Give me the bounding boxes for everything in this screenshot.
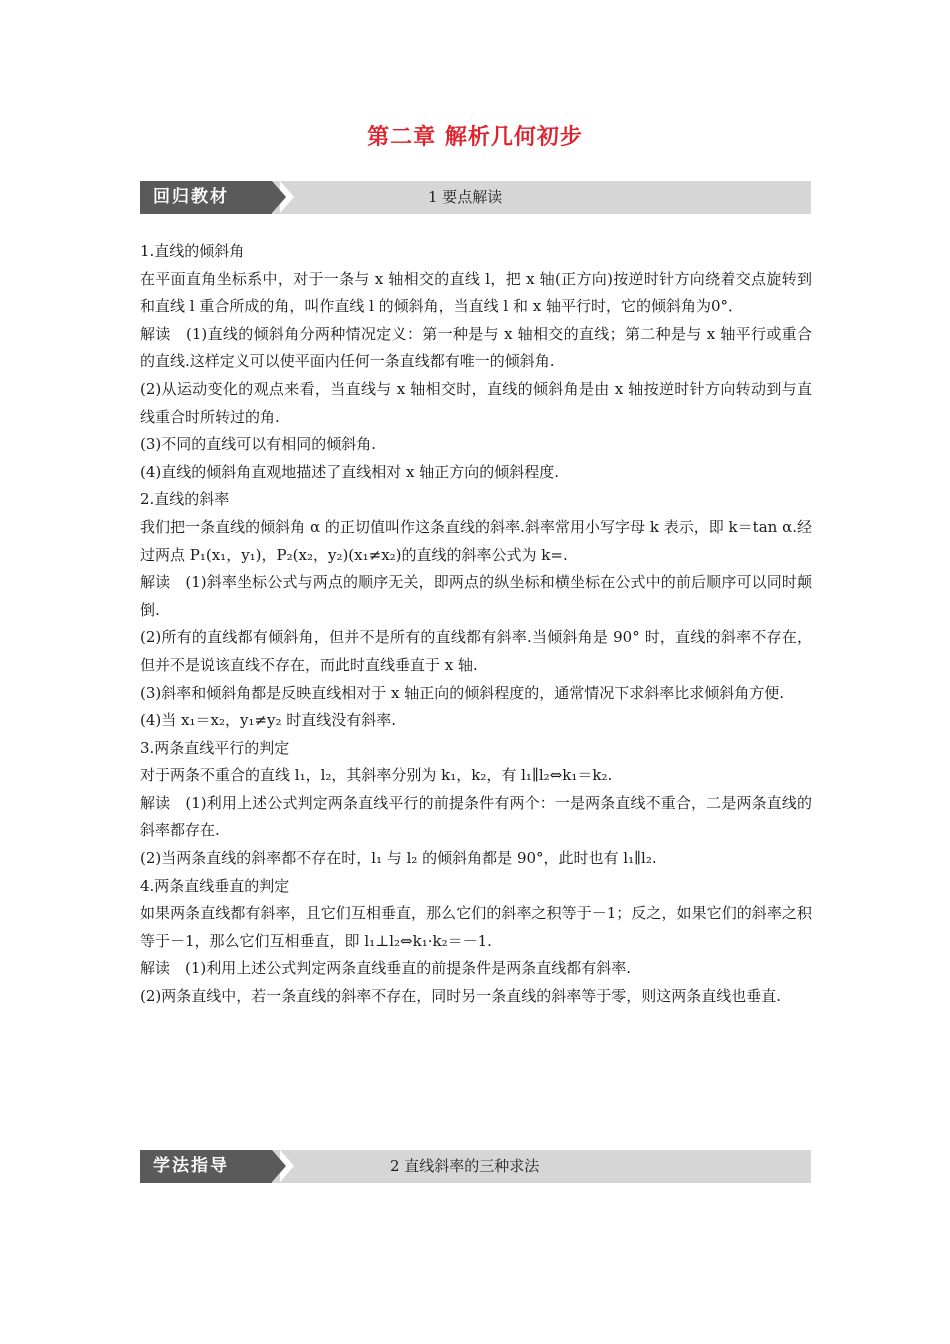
paragraph: (4)直线的倾斜角直观地描述了直线相对 x 轴正方向的倾斜程度.: [140, 462, 560, 481]
section-banner-method: [140, 1150, 811, 1183]
section-heading: 2 直线斜率的三种求法: [390, 1157, 540, 1175]
paragraph: 解读 (1)利用上述公式判定两条直线平行的前提条件有两个：一是两条直线不重合，二是两条直线的斜率都存在.: [140, 793, 812, 840]
paragraph: (3)斜率和倾斜角都是反映直线相对于 x 轴正向的倾斜程度的，通常情况下求斜率比求倾斜角方便.: [140, 683, 785, 702]
paragraph: 对于两条不重合的直线 l₁，l₂，其斜率分别为 k₁，k₂，有 l₁∥l₂⇔k₁＝k₂.: [140, 766, 613, 785]
paragraph: 如果两条直线都有斜率，且它们互相垂直，那么它们的斜率之积等于－1；反之，如果它们的斜率之积等于－1，那么它们互相垂直，即 l₁⊥l₂⇔k₁·k₂＝－1.: [140, 904, 812, 950]
banner-tag: 学法指导: [140, 1150, 272, 1183]
paragraph: (2)所有的直线都有倾斜角，但并不是所有的直线都有斜率.当倾斜角是 90° 时，直线的斜率不存在，但并不是说该直线不存在，而此时直线垂直于 x 轴.: [140, 628, 812, 674]
chapter-title: 第二章 解析几何初步: [367, 125, 583, 150]
paragraph: (3)不同的直线可以有相同的倾斜角.: [140, 435, 377, 454]
paragraph: (2)从运动变化的观点来看，当直线与 x 轴相交时，直线的倾斜角是由 x 轴按逆时针方向转动到与直线重合时所转过的角.: [140, 379, 812, 426]
heading-3: 3.两条直线平行的判定: [140, 738, 290, 757]
paragraph: 解读 (1)斜率坐标公式与两点的顺序无关，即两点的纵坐标和横坐标在公式中的前后顺序可以同时颠倒.: [140, 573, 812, 619]
heading-2: 2.直线的斜率: [140, 490, 230, 509]
banner-tag: 回归教材: [140, 181, 272, 214]
section-banner-review: [140, 181, 811, 214]
paragraph: 解读 (1)直线的倾斜角分两种情况定义：第一种是与 x 轴相交的直线；第二种是与 x 轴平行或重合的直线.这样定义可以使平面内任何一条直线都有唯一的倾斜角.: [140, 324, 812, 371]
paragraph: 解读 (1)利用上述公式判定两条直线垂直的前提条件是两条直线都有斜率.: [140, 959, 632, 978]
paragraph: 在平面直角坐标系中，对于一条与 x 轴相交的直线 l，把 x 轴(正方向)按逆时针方向绕着交点旋转到和直线 l 重合所成的角，叫作直线 l 的倾斜角，当直线 l 和 x 轴平行时，它的倾斜角为0°．: [140, 269, 812, 316]
section-heading: 1 要点解读: [428, 188, 503, 206]
paragraph: 我们把一条直线的倾斜角 α 的正切值叫作这条直线的斜率.斜率常用小写字母 k 表示，即 k＝tan α.经过两点 P₁(x₁，y₁)，P₂(x₂，y₂)(x₁≠x₂)的直线的斜率公式为 k=.: [140, 517, 812, 564]
paragraph: (4)当 x₁＝x₂，y₁≠y₂ 时直线没有斜率.: [140, 711, 397, 730]
paragraph: (2)两条直线中，若一条直线的斜率不存在，同时另一条直线的斜率等于零，则这两条直线也垂直.: [140, 987, 782, 1006]
main-content: [140, 238, 812, 1011]
heading-1: 1.直线的倾斜角: [140, 242, 245, 260]
heading-4: 4.两条直线垂直的判定: [140, 876, 290, 895]
paragraph: (2)当两条直线的斜率都不存在时，l₁ 与 l₂ 的倾斜角都是 90°，此时也有 l₁∥l₂.: [140, 849, 657, 868]
